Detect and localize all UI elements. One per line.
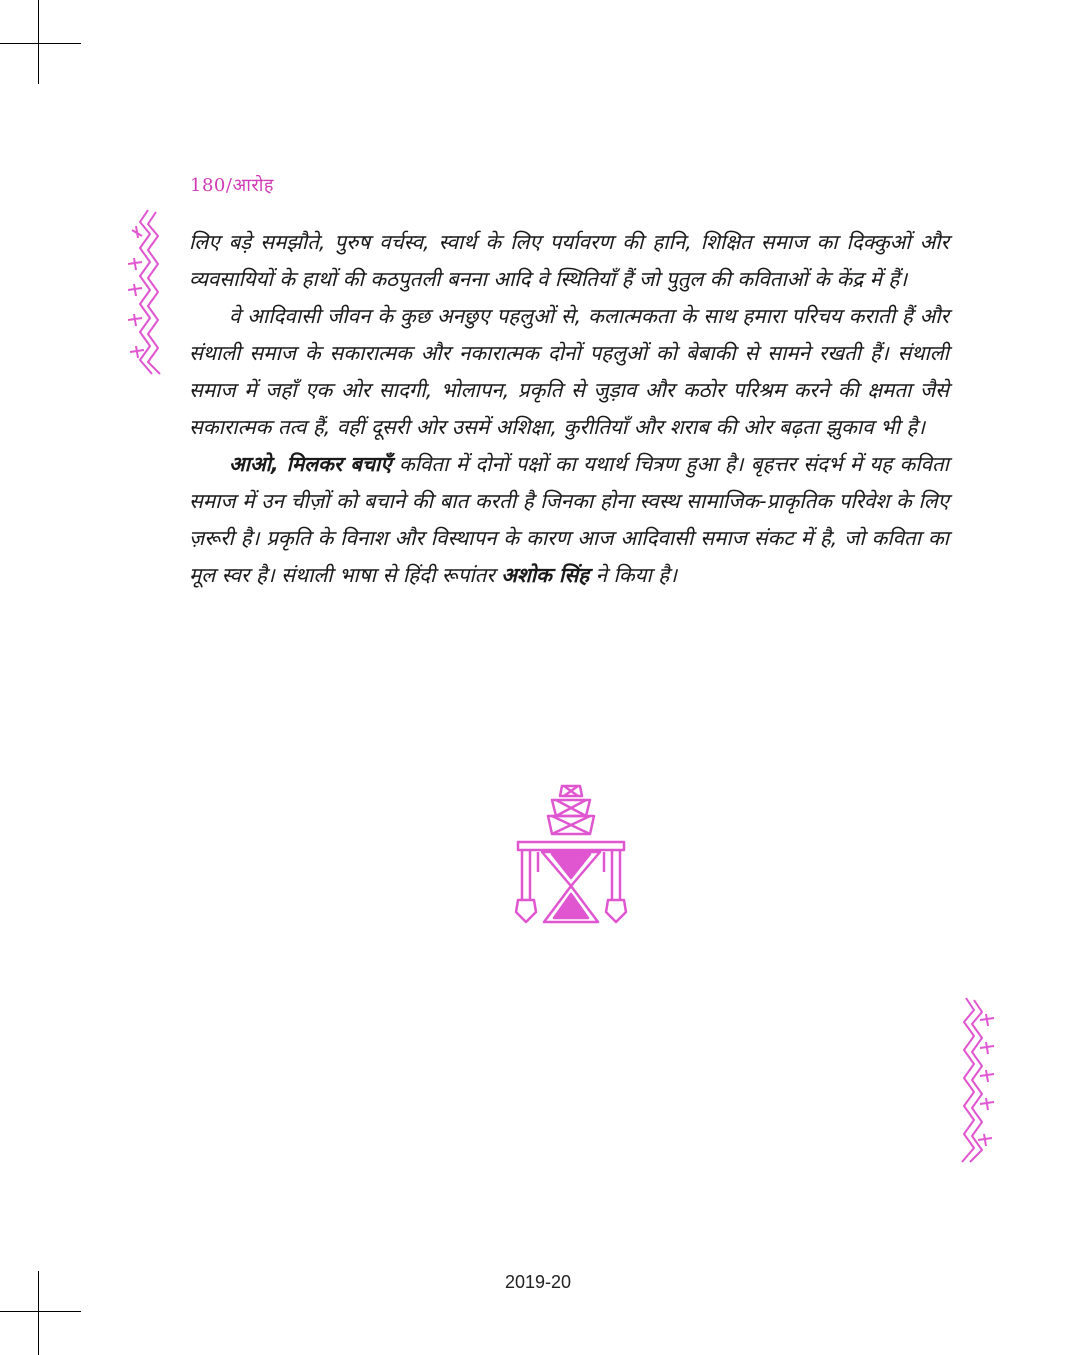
poem-title: आओ, मिलकर बचाएँ xyxy=(229,452,392,476)
paragraph-3-text: कविता में दोनों पक्षों का यथार्थ चित्रण हुआ है। बृहत्तर संदर्भ में यह कविता समाज में उन चीज़ों को बचाने की बात करती है जिनका होना स्वस्थ सामाजिक-प्राकृतिक परिवेश के लिए ज़रूरी है। प्रकृति के विनाश और विस्थापन के कारण आज आदिवासी समाज संकट में है, जो कविता का मूल स्वर है। संथाली भाषा से हिंदी रूपांतर xyxy=(189,452,949,587)
crop-mark-bottom-left-horizontal xyxy=(0,1311,81,1312)
crop-mark-top-left-vertical xyxy=(38,0,39,84)
paragraph-1: लिए बड़े समझौते, पुरुष वर्चस्व, स्वार्थ के लिए पर्यावरण की हानि, शिक्षित समाज का दिक्कुओं और व्यवसायियों के हाथों की कठपुतली बनना आदि वे स्थितियाँ हैं जो पुतुल की कविताओं के केंद्र में हैं। xyxy=(189,230,949,291)
body-text xyxy=(189,224,949,594)
translator-name: अशोक सिंह xyxy=(501,563,590,587)
tribal-vine-ornament-icon xyxy=(118,208,164,376)
tribal-figure-ornament-icon xyxy=(512,782,630,932)
paragraph-2: वे आदिवासी जीवन के कुछ अनछुए पहलुओं से, कलात्मकता के साथ हमारा परिचय कराती हैं और संथाली समाज के सकारात्मक और नकारात्मक दोनों पहलुओं को बेबाकी से सामने रखती हैं। संथाली समाज में जहाँ एक ओर सादगी, भोलापन, प्रकृति से जुड़ाव और कठोर परिश्रम करने की क्षमता जैसे सकारात्मक तत्व हैं, वहीं दूसरी ओर उसमें अशिक्षा, कुरीतियाँ और शराब की ओर बढ़ता झुकाव भी है। xyxy=(189,304,949,439)
book-title: आरोह xyxy=(232,175,274,196)
paragraph-3 xyxy=(189,446,949,594)
footer-year: 2019-20 xyxy=(504,1272,572,1292)
page-number: 180 xyxy=(190,175,226,196)
header-separator: / xyxy=(225,175,233,196)
crop-mark-top-left-horizontal xyxy=(0,43,81,44)
paragraph-3-end: ने किया है। xyxy=(589,563,677,587)
running-header xyxy=(190,173,274,197)
tribal-vine-ornament-icon xyxy=(958,996,1004,1164)
